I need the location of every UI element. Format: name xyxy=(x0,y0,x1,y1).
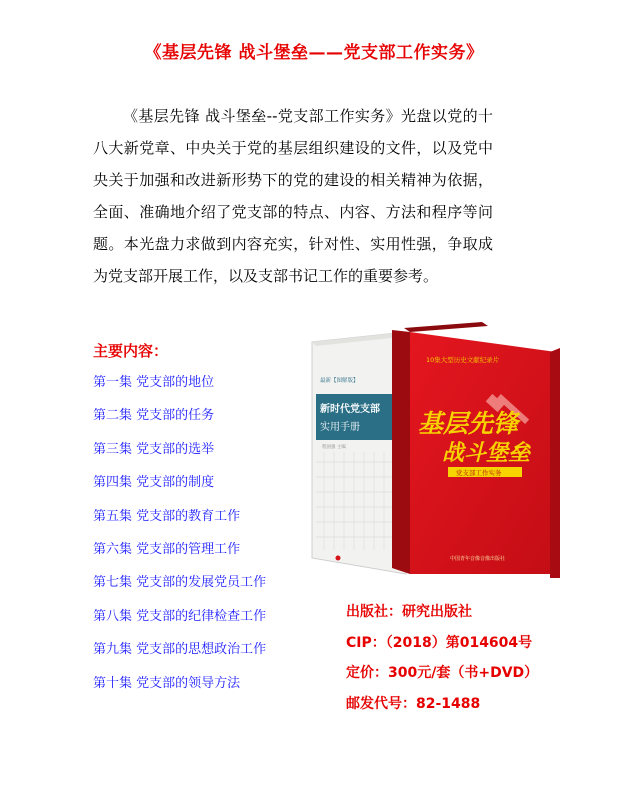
contents-label: 主要内容： xyxy=(93,342,169,360)
intro-paragraph: 《基层先锋 战斗堡垒--党支部工作实务》光盘以党的十八大新党章、中央关于党的基层组织建设的文件，以及党中央关于加强和改进新形势下的党的建设的相关精神为依据，全面、准确地介绍了党支部的特点、内容、方法和程序等问题。本光盘力求做到内容充实，针对性、实用性强，争取成为党支部开展工作，以及支部书记工作的重要参考。 xyxy=(93,107,493,285)
publication-info xyxy=(346,597,538,719)
cip-line: CIP：（2018）第014604号 xyxy=(346,634,533,651)
back-book-editor: 程国强 主编 xyxy=(322,445,346,450)
front-main-title-line2: 战斗堡垒 xyxy=(442,440,531,466)
book-cover-image xyxy=(310,322,560,584)
episode-list xyxy=(93,370,266,704)
front-top-label: 10集大型历史文献纪录片 xyxy=(426,356,500,364)
episode-item: 第七集 党支部的发展党员工作 xyxy=(93,575,267,591)
episode-item: 第八集 党支部的纪律检查工作 xyxy=(93,608,267,624)
episode-item: 第三集 党支部的选举 xyxy=(93,441,215,457)
price-line: 定价：300元/套（书+DVD） xyxy=(346,665,539,681)
front-main-title-line1: 基层先锋 xyxy=(418,409,519,438)
page-title: 《基层先锋 战斗堡垒——党支部工作实务》 xyxy=(144,43,484,63)
back-book-logo xyxy=(336,556,341,561)
back-book-tag: 最新【图解版】 xyxy=(320,378,359,384)
back-book-title-line1: 新时代党支部 xyxy=(320,404,380,415)
episode-item: 第五集 党支部的教育工作 xyxy=(93,508,241,524)
front-band-label: 党支部工作实务 xyxy=(456,469,502,477)
episode-item: 第四集 党支部的制度 xyxy=(93,475,215,491)
episode-item: 第二集 党支部的任务 xyxy=(93,408,215,424)
front-box xyxy=(392,322,560,578)
episode-item: 第一集 党支部的地位 xyxy=(93,375,215,390)
back-book-title-line2: 实用手册 xyxy=(320,422,360,433)
front-publisher: 中国青年音像音像出版社 xyxy=(450,556,506,562)
episode-item: 第九集 党支部的思想政治工作 xyxy=(93,642,267,658)
postal-code-line: 邮发代号：82-1488 xyxy=(346,695,481,712)
publisher-line: 出版社：研究出版社 xyxy=(346,604,472,620)
episode-item: 第十集 党支部的领导方法 xyxy=(93,675,241,691)
episode-item: 第六集 党支部的管理工作 xyxy=(93,541,241,557)
